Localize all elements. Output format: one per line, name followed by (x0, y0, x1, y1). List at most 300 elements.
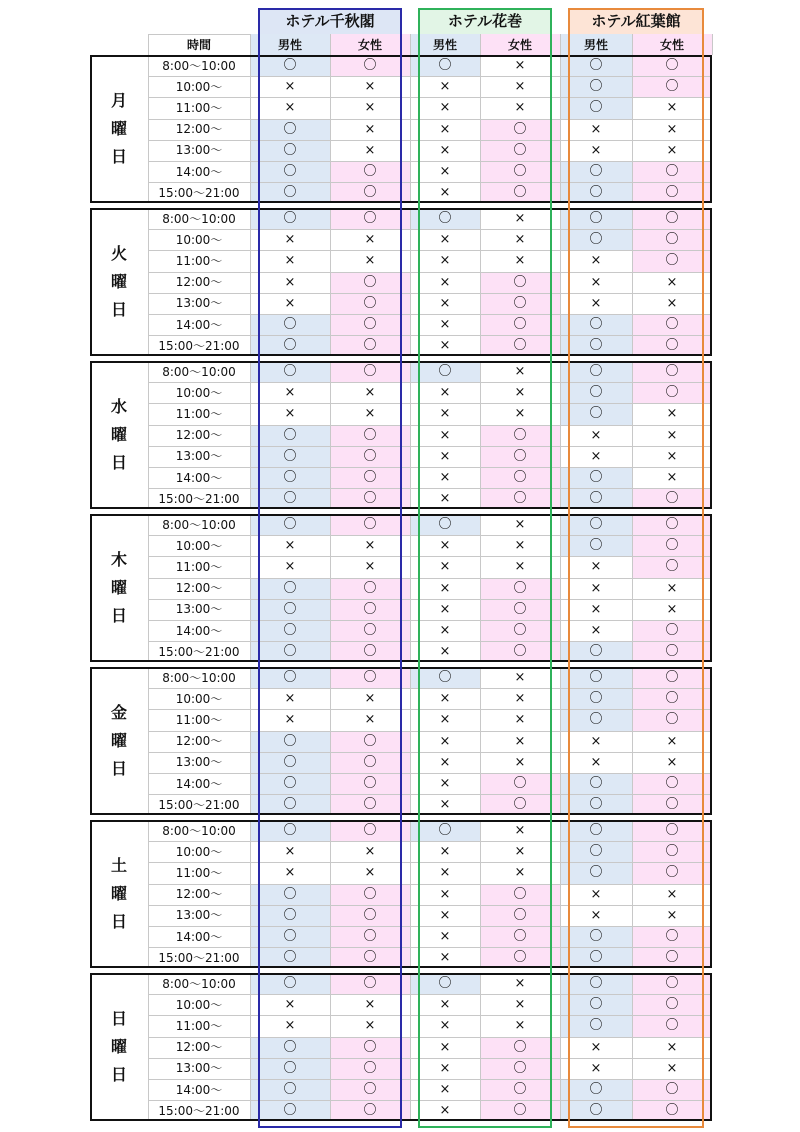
time-slot-cell: 12:00～ (175, 581, 223, 596)
unavailable-cell: × (514, 100, 526, 116)
header-column-divider (480, 34, 481, 55)
row-divider (148, 467, 712, 468)
unavailable-cell: × (364, 865, 376, 881)
day-label-char: 日 (110, 912, 127, 931)
available-cell: 〇 (632, 382, 712, 403)
time-slot-cell: 12:00～ (175, 122, 223, 137)
available-cell: 〇 (632, 488, 712, 509)
unavailable-cell: × (364, 712, 376, 728)
unavailable-cell: × (439, 295, 451, 311)
unavailable-cell: × (666, 580, 678, 596)
available-cell: 〇 (330, 208, 410, 229)
unavailable-cell: × (666, 100, 678, 116)
time-slot-cell: 10:00～ (175, 844, 223, 859)
available-cell: 〇 (632, 973, 712, 994)
available-cell: 〇 (480, 293, 560, 314)
available-cell: 〇 (330, 1037, 410, 1058)
available-cell: 〇 (632, 182, 712, 203)
available-cell: 〇 (560, 841, 632, 862)
time-slot-cell: 10:00～ (175, 538, 223, 553)
unavailable-cell: × (364, 691, 376, 707)
column-divider (410, 514, 411, 662)
available-cell: 〇 (250, 973, 330, 994)
day-label (90, 208, 148, 356)
time-slot-cell: 12:00～ (175, 1040, 223, 1055)
unavailable-cell: × (514, 976, 526, 992)
time-slot-cell: 11:00～ (175, 406, 223, 421)
row-divider (148, 926, 712, 927)
column-divider (250, 973, 251, 1121)
available-cell: 〇 (480, 773, 560, 794)
time-column-left-border (148, 55, 149, 203)
unavailable-cell: × (439, 100, 451, 116)
unavailable-cell: × (666, 1060, 678, 1076)
available-cell: 〇 (560, 794, 632, 815)
hotel-name-header: ホテル花巻 (418, 8, 552, 34)
unavailable-cell: × (439, 142, 451, 158)
available-cell: 〇 (632, 161, 712, 182)
available-cell: 〇 (632, 926, 712, 947)
unavailable-cell: × (666, 295, 678, 311)
unavailable-cell: × (284, 406, 296, 422)
unavailable-cell: × (514, 211, 526, 227)
column-divider (560, 973, 561, 1121)
available-cell: 〇 (330, 1100, 410, 1121)
available-cell: 〇 (330, 884, 410, 905)
male-column-header: 男性 (410, 34, 480, 55)
available-cell: 〇 (410, 208, 480, 229)
available-cell: 〇 (410, 361, 480, 382)
row-divider (148, 335, 712, 336)
time-slot-cell: 10:00～ (175, 79, 223, 94)
column-divider (480, 514, 481, 662)
unavailable-cell: × (514, 517, 526, 533)
day-label-char: 火 (110, 244, 127, 263)
time-slot-cell: 14:00～ (175, 1082, 223, 1097)
unavailable-cell: × (364, 121, 376, 137)
row-divider (148, 97, 712, 98)
column-divider (250, 514, 251, 662)
unavailable-cell: × (439, 886, 451, 902)
row-divider (148, 1058, 712, 1059)
time-slot-cell: 15:00～21:00 (158, 797, 240, 812)
available-cell: 〇 (480, 467, 560, 488)
row-divider (148, 403, 712, 404)
unavailable-cell: × (590, 907, 602, 923)
available-cell: 〇 (632, 620, 712, 641)
unavailable-cell: × (590, 580, 602, 596)
available-cell: 〇 (480, 620, 560, 641)
available-cell: 〇 (330, 926, 410, 947)
column-divider (632, 55, 633, 203)
header-column-divider (410, 34, 411, 55)
unavailable-cell: × (590, 295, 602, 311)
available-cell: 〇 (480, 1079, 560, 1100)
unavailable-cell: × (514, 670, 526, 686)
available-cell: 〇 (560, 535, 632, 556)
unavailable-cell: × (514, 997, 526, 1013)
time-slot-cell: 15:00～21:00 (158, 338, 240, 353)
available-cell: 〇 (330, 620, 410, 641)
column-divider (410, 208, 411, 356)
column-divider (632, 820, 633, 968)
unavailable-cell: × (514, 823, 526, 839)
unavailable-cell: × (666, 448, 678, 464)
time-slot-cell: 10:00～ (175, 997, 223, 1012)
unavailable-cell: × (590, 274, 602, 290)
available-cell: 〇 (330, 794, 410, 815)
unavailable-cell: × (439, 385, 451, 401)
day-label-char: 月 (110, 91, 127, 110)
row-divider (148, 1015, 712, 1016)
available-cell: 〇 (250, 514, 330, 535)
available-cell: 〇 (560, 55, 632, 76)
time-slot-cell: 8:00～10:00 (162, 976, 236, 991)
day-label-char: 日 (110, 453, 127, 472)
available-cell: 〇 (560, 514, 632, 535)
header-column-divider (632, 34, 633, 55)
row-divider (148, 709, 712, 710)
available-cell: 〇 (632, 667, 712, 688)
row-divider (148, 599, 712, 600)
available-cell: 〇 (330, 272, 410, 293)
column-divider (632, 361, 633, 509)
available-cell: 〇 (330, 425, 410, 446)
available-cell: 〇 (560, 641, 632, 662)
unavailable-cell: × (439, 232, 451, 248)
unavailable-cell: × (439, 691, 451, 707)
unavailable-cell: × (439, 164, 451, 180)
available-cell: 〇 (330, 731, 410, 752)
unavailable-cell: × (666, 754, 678, 770)
available-cell: 〇 (330, 361, 410, 382)
time-slot-cell: 12:00～ (175, 275, 223, 290)
time-slot-cell: 11:00～ (175, 253, 223, 268)
unavailable-cell: × (439, 448, 451, 464)
column-divider (330, 55, 331, 203)
available-cell: 〇 (560, 208, 632, 229)
available-cell: 〇 (330, 488, 410, 509)
unavailable-cell: × (364, 142, 376, 158)
row-divider (148, 556, 712, 557)
available-cell: 〇 (330, 335, 410, 356)
unavailable-cell: × (284, 712, 296, 728)
available-cell: 〇 (410, 820, 480, 841)
available-cell: 〇 (560, 403, 632, 424)
day-label-char: 日 (110, 147, 127, 166)
row-divider (148, 488, 712, 489)
male-column-header: 男性 (560, 34, 632, 55)
day-label (90, 667, 148, 815)
row-divider (148, 794, 712, 795)
unavailable-cell: × (590, 142, 602, 158)
time-slot-cell: 14:00～ (175, 623, 223, 638)
row-divider (148, 250, 712, 251)
unavailable-cell: × (439, 580, 451, 596)
unavailable-cell: × (439, 644, 451, 660)
available-cell: 〇 (250, 140, 330, 161)
unavailable-cell: × (364, 997, 376, 1013)
column-divider (330, 667, 331, 815)
unavailable-cell: × (364, 232, 376, 248)
unavailable-cell: × (666, 733, 678, 749)
unavailable-cell: × (590, 601, 602, 617)
available-cell: 〇 (632, 641, 712, 662)
available-cell: 〇 (480, 1058, 560, 1079)
header-column-divider (148, 34, 149, 55)
time-slot-cell: 13:00～ (175, 449, 223, 464)
available-cell: 〇 (560, 314, 632, 335)
available-cell: 〇 (480, 425, 560, 446)
time-slot-cell: 8:00～10:00 (162, 517, 236, 532)
unavailable-cell: × (590, 886, 602, 902)
unavailable-cell: × (514, 733, 526, 749)
unavailable-cell: × (439, 185, 451, 201)
available-cell: 〇 (250, 55, 330, 76)
available-cell: 〇 (632, 841, 712, 862)
time-slot-cell: 13:00～ (175, 908, 223, 923)
unavailable-cell: × (364, 538, 376, 554)
available-cell: 〇 (250, 182, 330, 203)
unavailable-cell: × (364, 385, 376, 401)
row-divider (148, 425, 712, 426)
column-divider (480, 667, 481, 815)
available-cell: 〇 (480, 599, 560, 620)
available-cell: 〇 (560, 76, 632, 97)
column-divider (250, 667, 251, 815)
unavailable-cell: × (514, 79, 526, 95)
available-cell: 〇 (632, 314, 712, 335)
available-cell: 〇 (632, 76, 712, 97)
available-cell: 〇 (330, 599, 410, 620)
header-column-divider (250, 34, 251, 55)
time-slot-cell: 10:00～ (175, 385, 223, 400)
time-column-left-border (148, 514, 149, 662)
time-slot-cell: 11:00～ (175, 865, 223, 880)
unavailable-cell: × (284, 691, 296, 707)
column-divider (330, 208, 331, 356)
female-column-header: 女性 (330, 34, 410, 55)
column-divider (480, 361, 481, 509)
available-cell: 〇 (250, 578, 330, 599)
available-cell: 〇 (330, 641, 410, 662)
row-divider (148, 446, 712, 447)
unavailable-cell: × (439, 1018, 451, 1034)
unavailable-cell: × (439, 79, 451, 95)
available-cell: 〇 (250, 446, 330, 467)
unavailable-cell: × (439, 253, 451, 269)
female-column-header: 女性 (632, 34, 712, 55)
available-cell: 〇 (330, 773, 410, 794)
row-divider (148, 293, 712, 294)
unavailable-cell: × (284, 232, 296, 248)
time-slot-cell: 12:00～ (175, 428, 223, 443)
unavailable-cell: × (439, 950, 451, 966)
unavailable-cell: × (284, 1018, 296, 1034)
unavailable-cell: × (439, 427, 451, 443)
time-slot-cell: 14:00～ (175, 470, 223, 485)
available-cell: 〇 (560, 382, 632, 403)
available-cell: 〇 (632, 1079, 712, 1100)
available-cell: 〇 (560, 97, 632, 118)
available-cell: 〇 (632, 535, 712, 556)
row-divider (148, 620, 712, 621)
unavailable-cell: × (590, 448, 602, 464)
unavailable-cell: × (439, 470, 451, 486)
available-cell: 〇 (632, 773, 712, 794)
column-divider (560, 667, 561, 815)
available-cell: 〇 (330, 1079, 410, 1100)
day-label (90, 55, 148, 203)
unavailable-cell: × (590, 427, 602, 443)
available-cell: 〇 (632, 1100, 712, 1121)
time-slot-cell: 14:00～ (175, 317, 223, 332)
unavailable-cell: × (439, 844, 451, 860)
unavailable-cell: × (439, 1082, 451, 1098)
available-cell: 〇 (480, 641, 560, 662)
available-cell: 〇 (250, 947, 330, 968)
time-column-header: 時間 (186, 37, 211, 52)
available-cell: 〇 (632, 794, 712, 815)
column-divider (250, 820, 251, 968)
available-cell: 〇 (560, 229, 632, 250)
available-cell: 〇 (560, 1079, 632, 1100)
unavailable-cell: × (364, 100, 376, 116)
day-label-char: 曜 (110, 425, 127, 444)
day-label-char: 曜 (110, 731, 127, 750)
row-divider (148, 862, 712, 863)
available-cell: 〇 (250, 314, 330, 335)
available-cell: 〇 (560, 926, 632, 947)
available-cell: 〇 (250, 884, 330, 905)
available-cell: 〇 (560, 709, 632, 730)
available-cell: 〇 (632, 556, 712, 577)
column-divider (632, 973, 633, 1121)
available-cell: 〇 (632, 1015, 712, 1036)
column-divider (410, 973, 411, 1121)
time-slot-cell: 10:00～ (175, 691, 223, 706)
row-divider (148, 752, 712, 753)
unavailable-cell: × (514, 559, 526, 575)
available-cell: 〇 (480, 488, 560, 509)
day-label-char: 曜 (110, 884, 127, 903)
available-cell: 〇 (330, 467, 410, 488)
time-slot-cell: 14:00～ (175, 929, 223, 944)
unavailable-cell: × (514, 253, 526, 269)
time-slot-cell: 8:00～10:00 (162, 58, 236, 73)
available-cell: 〇 (250, 731, 330, 752)
time-slot-cell: 11:00～ (175, 100, 223, 115)
available-cell: 〇 (560, 667, 632, 688)
available-cell: 〇 (560, 820, 632, 841)
available-cell: 〇 (632, 514, 712, 535)
available-cell: 〇 (480, 1100, 560, 1121)
available-cell: 〇 (330, 752, 410, 773)
available-cell: 〇 (560, 947, 632, 968)
time-slot-cell: 8:00～10:00 (162, 364, 236, 379)
available-cell: 〇 (632, 947, 712, 968)
available-cell: 〇 (560, 973, 632, 994)
day-label-char: 曜 (110, 1037, 127, 1056)
available-cell: 〇 (250, 926, 330, 947)
column-divider (410, 55, 411, 203)
available-cell: 〇 (480, 182, 560, 203)
available-cell: 〇 (480, 884, 560, 905)
unavailable-cell: × (590, 121, 602, 137)
available-cell: 〇 (250, 1037, 330, 1058)
day-label (90, 973, 148, 1121)
day-label-char: 日 (110, 1065, 127, 1084)
header-column-divider (330, 34, 331, 55)
available-cell: 〇 (330, 446, 410, 467)
available-cell: 〇 (250, 335, 330, 356)
available-cell: 〇 (480, 140, 560, 161)
available-cell: 〇 (250, 488, 330, 509)
unavailable-cell: × (439, 754, 451, 770)
hotel-name-header: ホテル千秋閣 (258, 8, 402, 34)
unavailable-cell: × (514, 538, 526, 554)
time-column-left-border (148, 208, 149, 356)
available-cell: 〇 (480, 926, 560, 947)
available-cell: 〇 (330, 514, 410, 535)
available-cell: 〇 (250, 1079, 330, 1100)
time-slot-cell: 15:00～21:00 (158, 950, 240, 965)
unavailable-cell: × (439, 491, 451, 507)
unavailable-cell: × (514, 844, 526, 860)
unavailable-cell: × (439, 1103, 451, 1119)
time-slot-cell: 15:00～21:00 (158, 185, 240, 200)
time-slot-cell: 11:00～ (175, 559, 223, 574)
column-divider (480, 208, 481, 356)
unavailable-cell: × (514, 865, 526, 881)
row-divider (148, 578, 712, 579)
available-cell: 〇 (480, 314, 560, 335)
unavailable-cell: × (439, 274, 451, 290)
available-cell: 〇 (560, 182, 632, 203)
available-cell: 〇 (250, 208, 330, 229)
available-cell: 〇 (632, 361, 712, 382)
unavailable-cell: × (439, 121, 451, 137)
available-cell: 〇 (250, 773, 330, 794)
row-divider (148, 1100, 712, 1101)
unavailable-cell: × (439, 1060, 451, 1076)
column-divider (560, 820, 561, 968)
column-divider (330, 820, 331, 968)
row-divider (148, 272, 712, 273)
available-cell: 〇 (480, 161, 560, 182)
row-divider (148, 140, 712, 141)
unavailable-cell: × (439, 601, 451, 617)
day-label-char: 曜 (110, 119, 127, 138)
unavailable-cell: × (590, 733, 602, 749)
available-cell: 〇 (632, 208, 712, 229)
unavailable-cell: × (364, 406, 376, 422)
column-divider (560, 208, 561, 356)
available-cell: 〇 (330, 667, 410, 688)
time-slot-cell: 13:00～ (175, 296, 223, 311)
unavailable-cell: × (439, 797, 451, 813)
row-divider (148, 382, 712, 383)
available-cell: 〇 (480, 1037, 560, 1058)
column-divider (410, 820, 411, 968)
unavailable-cell: × (284, 274, 296, 290)
unavailable-cell: × (666, 121, 678, 137)
unavailable-cell: × (514, 754, 526, 770)
unavailable-cell: × (439, 865, 451, 881)
unavailable-cell: × (514, 712, 526, 728)
available-cell: 〇 (632, 55, 712, 76)
unavailable-cell: × (364, 844, 376, 860)
